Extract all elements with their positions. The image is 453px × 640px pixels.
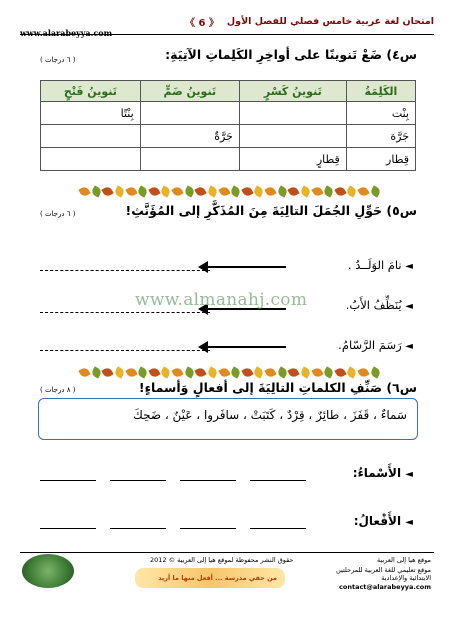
leaf-icon	[90, 366, 102, 378]
leaf-icon	[357, 185, 369, 197]
col-fath: تَنوينُ فَتْحٍ	[41, 81, 141, 102]
noun-blank[interactable]	[110, 480, 166, 481]
q5-title: س٥) حَوِّلِ الجُمَلَ التالِيَةَ مِنَ المُذَكَّرِ إلى المُؤَنَّثِ!	[125, 203, 417, 218]
site-link[interactable]: www.alarabeyya.com	[20, 28, 113, 38]
sentence-2	[346, 298, 413, 312]
leaf-icon	[90, 185, 102, 197]
leaf-icon	[276, 366, 288, 378]
bullet-icon: ◄	[405, 301, 413, 312]
sentence-1	[348, 258, 413, 272]
q4-marks: ( ٦ درجات )	[40, 56, 76, 64]
leaf-icon	[229, 366, 241, 378]
footer-site-line2: موقع تعليمي للغة العربية للمرحلتين	[336, 566, 431, 574]
leaf-icon	[311, 366, 323, 378]
leaf-icon	[299, 366, 311, 378]
bullet-icon: ◄	[405, 261, 413, 272]
table-header-row	[41, 81, 416, 102]
table-cell[interactable]	[239, 125, 346, 148]
leaf-icon	[334, 185, 346, 197]
q6-marks: ( ٨ درجات )	[40, 386, 76, 394]
leaf-icon	[322, 185, 334, 197]
leaf-icon	[148, 185, 160, 197]
sentence-text: نامَ الوَلَــدُ .	[347, 258, 402, 272]
leaf-icon	[241, 366, 253, 378]
leaf-icon	[369, 366, 381, 378]
footer-site-line3: الابتدائية والإعدادية	[381, 574, 431, 582]
sentence-3	[338, 338, 413, 352]
verb-blank[interactable]	[110, 528, 166, 529]
leaf-icon	[206, 185, 218, 197]
table-cell[interactable]: بِنْتًا	[41, 102, 141, 125]
q4-title: س٤) ضَعْ تَنوينًا على أواخِرِ الكَلِماتِ الآتِيَةِ:	[165, 47, 417, 62]
sentence-text: رَسَمَ الرَّسّامُ.	[338, 338, 402, 352]
leaf-icon	[288, 185, 300, 197]
bullet-icon: ◄	[405, 517, 413, 528]
answer-blank-1[interactable]	[40, 270, 210, 271]
leaf-icon	[195, 366, 207, 378]
header-divider	[20, 34, 434, 35]
leaf-ornament	[80, 365, 380, 379]
leaf-icon	[183, 366, 195, 378]
table-cell[interactable]	[41, 125, 141, 148]
noun-blank[interactable]	[180, 480, 236, 481]
leaf-icon	[288, 366, 300, 378]
leaf-icon	[229, 185, 241, 197]
leaf-icon	[346, 185, 358, 197]
table-cell[interactable]	[140, 102, 239, 125]
leaf-icon	[183, 185, 195, 197]
leaf-icon	[322, 366, 334, 378]
word-list: سَماءٌ ، قَفَزَ ، طائِرٌ ، قِرْدٌ ، كَتَبَتْ ، سافَروا ، عَيْنٌ ، ضَحِكَ	[132, 408, 407, 422]
table-row	[41, 102, 416, 125]
bullet-icon: ◄	[405, 469, 413, 480]
table-cell[interactable]: جَرَّةٌ	[140, 125, 239, 148]
verb-blank[interactable]	[250, 528, 306, 529]
leaf-ornament	[80, 184, 380, 198]
answer-blank-2[interactable]	[40, 312, 210, 313]
verbs-row-label	[354, 514, 413, 528]
leaf-icon	[125, 366, 137, 378]
col-damm: تَنوينُ ضَمٍّ	[140, 81, 239, 102]
footer-banner-text: من حقي مدرسة ... أفعل منها ما أريد	[158, 574, 277, 582]
left-arrow-icon	[206, 346, 286, 348]
footer-banner	[135, 568, 285, 588]
leaf-icon	[299, 185, 311, 197]
leaf-icon	[334, 366, 346, 378]
leaf-icon	[253, 185, 265, 197]
noun-blank[interactable]	[40, 480, 96, 481]
verb-blank[interactable]	[40, 528, 96, 529]
leaf-icon	[253, 366, 265, 378]
sentence-text: يُنَظِّفُ الأَبُ.	[345, 298, 402, 312]
q5-marks: ( ٦ درجات )	[40, 210, 76, 218]
leaf-icon	[195, 185, 207, 197]
col-word: الكَلِمَةُ	[346, 81, 415, 102]
leaf-icon	[218, 366, 230, 378]
table-row	[41, 125, 416, 148]
leaf-icon	[311, 185, 323, 197]
footer-divider	[20, 552, 434, 553]
leaf-icon	[206, 366, 218, 378]
leaf-icon	[241, 185, 253, 197]
leaf-icon	[218, 185, 230, 197]
table-cell[interactable]	[140, 148, 239, 171]
leaf-icon	[113, 366, 125, 378]
exam-title: امتحان لغة عربية خامس فصلي للفصل الأول	[226, 16, 434, 27]
col-kasr: تَنوينُ كَسْرٍ	[239, 81, 346, 102]
leaf-icon	[78, 366, 90, 378]
table-cell: بِنْت	[346, 102, 415, 125]
page-header	[20, 8, 434, 38]
leaf-icon	[369, 185, 381, 197]
table-row	[41, 148, 416, 171]
table-cell: جَرَّة	[346, 125, 415, 148]
leaf-icon	[136, 185, 148, 197]
table-cell[interactable]	[41, 148, 141, 171]
leaf-icon	[78, 185, 90, 197]
table-cell[interactable]: قِطارٍ	[239, 148, 346, 171]
leaf-icon	[125, 185, 137, 197]
left-arrow-icon	[206, 266, 286, 268]
leaf-icon	[346, 366, 358, 378]
verb-blank[interactable]	[180, 528, 236, 529]
page-number: 《 6 》	[185, 18, 219, 29]
leaf-icon	[276, 185, 288, 197]
answer-blank-3[interactable]	[40, 350, 210, 351]
site-logo-icon	[22, 554, 74, 588]
q6-title: س٦) صَنِّفِ الكلماتِ التالِيَةَ إلى أفعالٍ وَأسماءٍ!	[138, 380, 417, 395]
leaf-icon	[171, 185, 183, 197]
word-box	[38, 398, 418, 440]
leaf-icon	[264, 185, 276, 197]
leaf-icon	[357, 366, 369, 378]
leaf-icon	[264, 366, 276, 378]
footer-rights: حقوق النشر محفوظة لموقع هيا إلى العربية © 2012	[150, 556, 294, 564]
leaf-icon	[102, 185, 114, 197]
nouns-row-label	[353, 466, 413, 480]
noun-blank[interactable]	[250, 480, 306, 481]
footer-email[interactable]: contact@alarabeyya.com	[339, 583, 431, 591]
leaf-icon	[113, 185, 125, 197]
verbs-label: الأَفْعالُ:	[353, 514, 402, 528]
leaf-icon	[160, 366, 172, 378]
nouns-label: الأَسْماءُ:	[352, 466, 402, 480]
leaf-icon	[102, 366, 114, 378]
leaf-icon	[160, 185, 172, 197]
table-cell: قِطار	[346, 148, 415, 171]
bullet-icon: ◄	[405, 341, 413, 352]
leaf-icon	[148, 366, 160, 378]
tanween-table	[40, 80, 416, 171]
leaf-icon	[171, 366, 183, 378]
footer-site-line1: موقع هيا إلى العربية	[377, 556, 431, 564]
table-cell[interactable]	[239, 102, 346, 125]
leaf-icon	[136, 366, 148, 378]
watermark: www.almanahj.com	[135, 290, 308, 310]
